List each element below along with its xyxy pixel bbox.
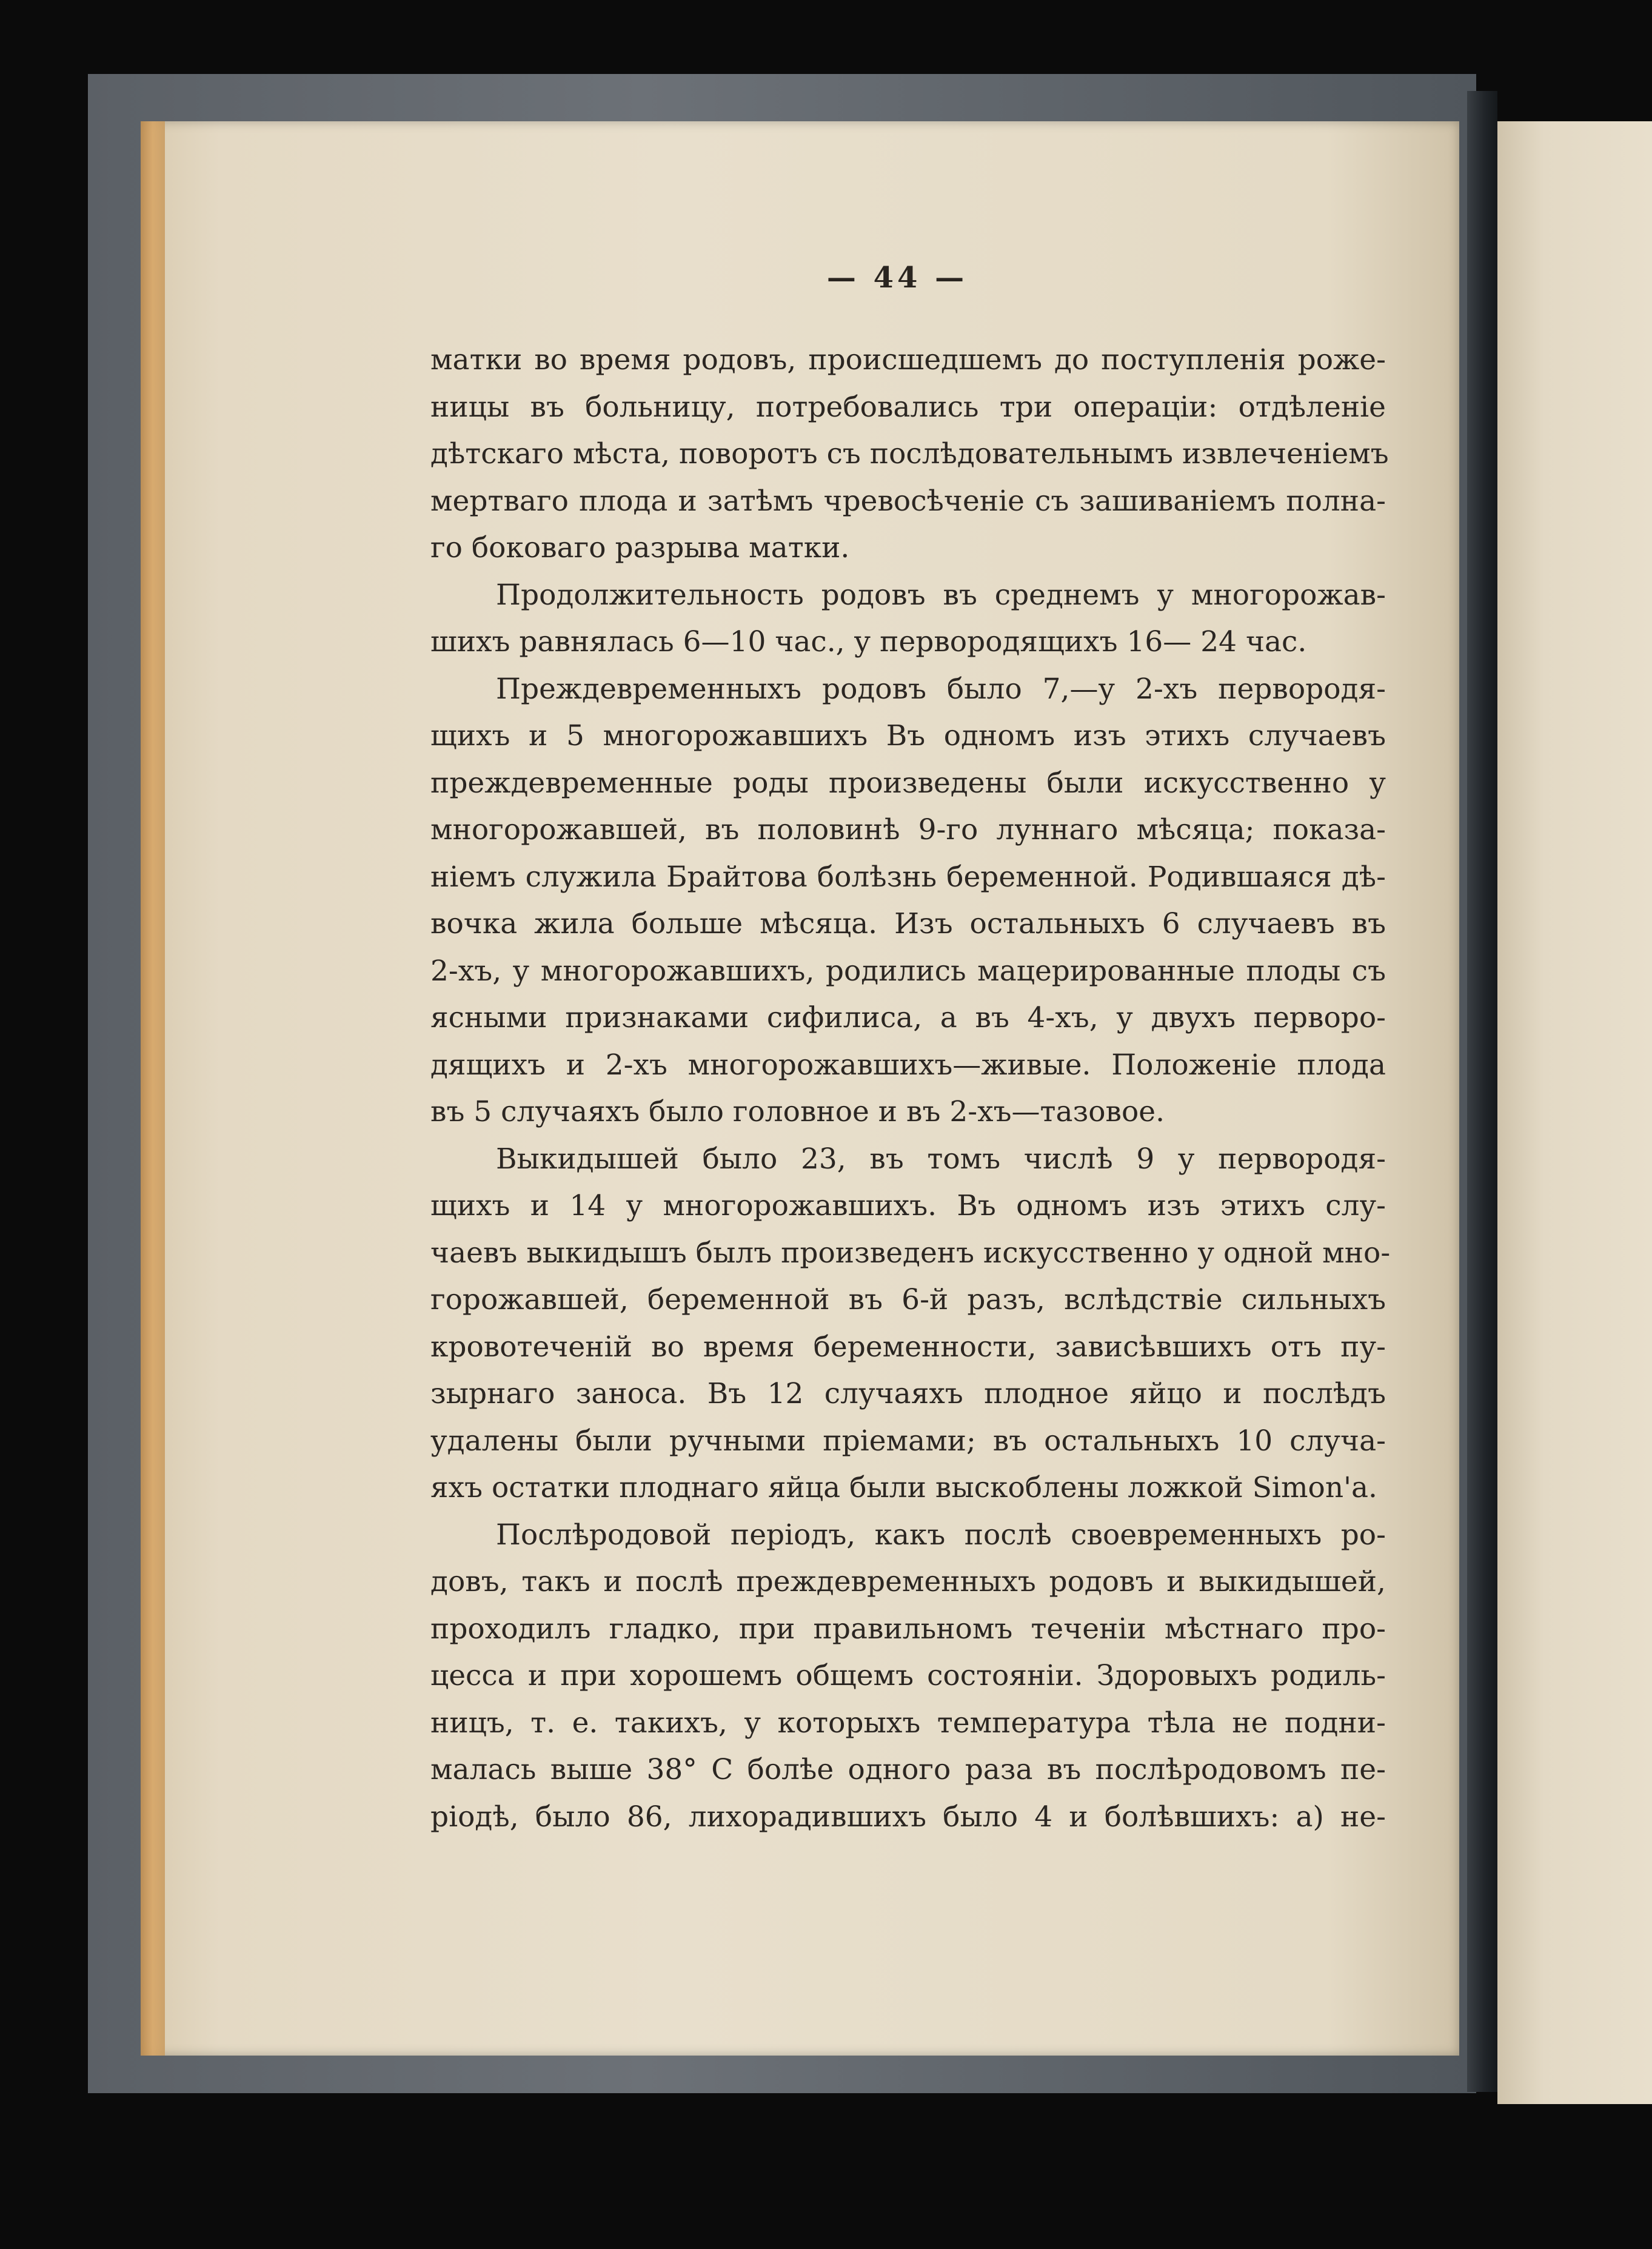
text-line: удалены были ручными пріемами; въ остальныхъ 10 случа- xyxy=(430,1424,1386,1458)
text-line: ясными признаками сифилиса, а въ 4-хъ, у двухъ первоpo- xyxy=(430,1001,1386,1034)
text-line: яхъ остатки плоднаго яйца были выскоблены ложкой Simon'a. xyxy=(430,1471,1377,1504)
text-line: цесса и при хорошемъ общемъ состояніи. Здоровыхъ родиль- xyxy=(430,1659,1386,1692)
text-line: преждевременные роды произведены были искусственно у xyxy=(430,766,1386,800)
book-binding xyxy=(1467,91,1497,2092)
text-line: ницы въ больницу, потребовались три операціи: отдѣленіе xyxy=(430,390,1386,424)
text-line: дѣтскаго мѣста, поворотъ съ послѣдовательнымъ извлеченіемъ xyxy=(430,437,1389,471)
text-line: 2-хъ, у многорожавшихъ, родились мацерированные плоды съ xyxy=(430,954,1386,988)
text-line: Продолжительность родовъ въ среднемъ у многорожав- xyxy=(496,578,1386,612)
text-line: щихъ и 5 многорожавшихъ Въ одномъ изъ этихъ случаевъ xyxy=(430,719,1386,752)
text-line: довъ, такъ и послѣ преждевременныхъ родовъ и выкидышей, xyxy=(430,1565,1386,1598)
text-line: чаевъ выкидышъ былъ произведенъ искусственно у одной мно- xyxy=(430,1236,1391,1270)
text-line: Послѣродовой періодъ, какъ послѣ своевременныхъ ро- xyxy=(496,1518,1386,1552)
text-line: мертваго плода и затѣмъ чревосѣченіе съ зашиваніемъ полна- xyxy=(430,484,1386,518)
text-line: кровотеченій во время беременности, зависѣвшихъ отъ пу- xyxy=(430,1330,1386,1364)
text-line: проходилъ гладко, при правильномъ теченіи мѣстнаго про- xyxy=(430,1612,1386,1646)
page-body-text xyxy=(430,337,1391,1840)
text-line: малась выше 38° С болѣе одного раза въ послѣродовомъ пе- xyxy=(430,1753,1386,1786)
text-line: многорожавшей, въ половинѣ 9-го луннаго мѣсяца; показа- xyxy=(430,813,1386,846)
text-line: дящихъ и 2-хъ многорожавшихъ—живые. Положеніе плода xyxy=(430,1048,1386,1082)
text-line: Преждевременныхъ родовъ было 7,—у 2-хъ первородя- xyxy=(496,672,1386,706)
text-line: матки во время родовъ, происшедшемъ до поступленія роже- xyxy=(430,343,1386,377)
text-line: вочка жила больше мѣсяца. Изъ остальныхъ 6 случаевъ въ xyxy=(430,907,1386,940)
text-line: щихъ и 14 у многорожавшихъ. Въ одномъ изъ этихъ слу- xyxy=(430,1189,1386,1222)
text-line: Выкидышей было 23, въ томъ числѣ 9 у первородя- xyxy=(496,1142,1386,1176)
text-line: го боковаго разрыва матки. xyxy=(430,531,850,565)
text-line: зырнаго заноса. Въ 12 случаяхъ плодное яйцо и послѣдъ xyxy=(430,1377,1386,1410)
text-line: шихъ равнялась 6—10 час., у первородящихъ 16— 24 час. xyxy=(430,625,1307,659)
page-number: — 44 — xyxy=(826,261,968,295)
text-line: горожавшей, беременной въ 6-й разъ, вслѣдствіе сильныхъ xyxy=(430,1283,1386,1316)
text-line: ницъ, т. е. такихъ, у которыхъ температура тѣла не подни- xyxy=(430,1706,1386,1740)
text-line: ніемъ служила Брайтова болѣзнь беременной. Родившаяся дѣ- xyxy=(430,860,1386,894)
text-line: ріодѣ, было 86, лихорадившихъ было 4 и болѣвшихъ: а) не- xyxy=(430,1800,1386,1834)
page-edge xyxy=(141,121,165,2056)
facing-page xyxy=(1497,121,1652,2104)
text-line: въ 5 случаяхъ было головное и въ 2-хъ—тазовое. xyxy=(430,1095,1165,1128)
